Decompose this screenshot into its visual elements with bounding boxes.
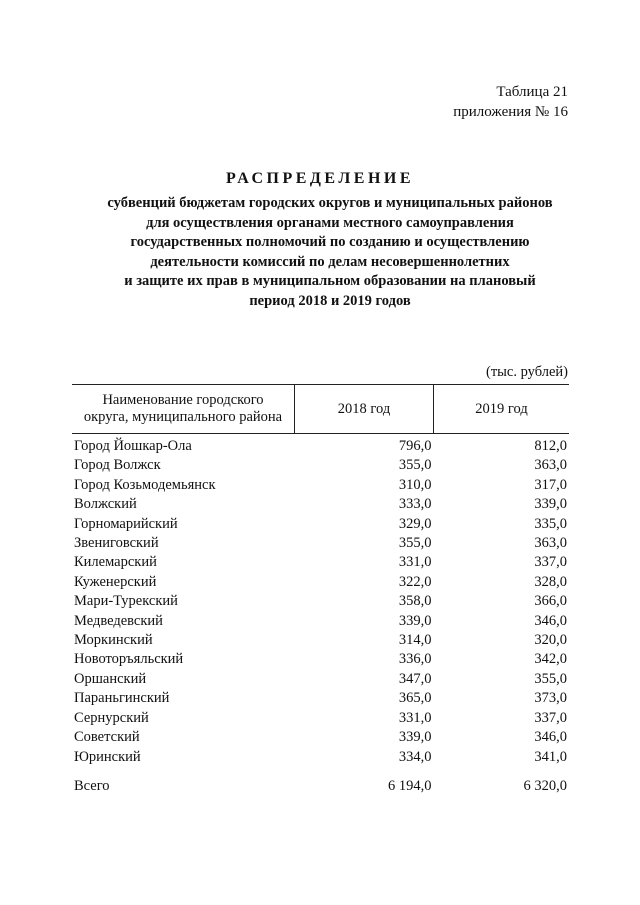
document-title: РАСПРЕДЕЛЕНИЕ [225, 170, 415, 187]
cell-district-name: Сернурский [74, 709, 149, 726]
cell-2018-value: 365,0 [398, 690, 432, 707]
table-header-row [72, 385, 569, 434]
cell-district-name: Советский [74, 729, 140, 746]
cell-2018-value: 796,0 [398, 438, 432, 454]
table-body [72, 434, 569, 797]
cell-2019-value: 355,0 [534, 670, 567, 687]
total-row [72, 767, 569, 796]
table-row [72, 476, 569, 495]
table-reference [453, 82, 568, 122]
table-row [72, 534, 569, 553]
cell-2018-value: 347,0 [398, 670, 432, 687]
subtitle-line: период 2018 и 2019 годов [249, 292, 411, 309]
cell-2019-value: 363,0 [534, 457, 567, 474]
cell-district-name: Медведевский [74, 612, 163, 629]
column-header-name [72, 385, 295, 434]
cell-2018-value: 322,0 [398, 573, 432, 590]
cell-district-name: Город Волжск [74, 457, 161, 474]
total-label: Всего [74, 777, 110, 794]
cell-district-name: Юринский [74, 748, 141, 765]
cell-2018-value: 355,0 [398, 457, 432, 474]
cell-district-name: Город Козьмодемьянск [74, 476, 216, 493]
cell-district-name: Волжский [74, 496, 137, 513]
table-row [72, 709, 569, 728]
cell-2018-value: 339,0 [398, 612, 432, 629]
table-row [72, 612, 569, 631]
cell-2019-value: 328,0 [534, 573, 567, 590]
column-header-2018: 2018 год [295, 385, 434, 434]
table-number: Таблица 21 [496, 84, 568, 100]
table-row [72, 592, 569, 611]
cell-2019-value: 373,0 [534, 690, 567, 707]
document-subtitle [80, 194, 580, 311]
cell-2019-value: 366,0 [534, 593, 567, 610]
table-row [72, 631, 569, 650]
table-row [72, 670, 569, 689]
cell-2019-value: 346,0 [534, 729, 567, 746]
table-row [72, 515, 569, 534]
appendix-number: приложения № 16 [453, 104, 568, 120]
cell-2018-value: 310,0 [398, 476, 432, 493]
cell-2019-value: 335,0 [534, 515, 567, 532]
column-header-name-line2: округа, муниципального района [83, 409, 283, 425]
cell-2018-value: 339,0 [398, 729, 432, 746]
cell-2019-value: 363,0 [534, 535, 567, 552]
column-header-2019: 2019 год [434, 385, 570, 434]
subtitle-line: деятельности комиссий по делам несовершеннолетних [150, 253, 510, 270]
cell-district-name: Город Йошкар-Ола [74, 438, 192, 454]
distribution-table [72, 384, 569, 796]
cell-district-name: Новоторъяльский [74, 651, 184, 668]
column-header-name-line1: Наименование городского [102, 392, 264, 408]
table-row [72, 553, 569, 572]
subtitle-line: субвенций бюджетам городских округов и муниципальных районов [107, 195, 553, 211]
cell-2018-value: 358,0 [398, 593, 432, 610]
cell-2019-value: 317,0 [534, 476, 567, 493]
cell-district-name: Параньгинский [74, 690, 170, 707]
total-2019-value: 6 320,0 [523, 777, 567, 794]
table-row [72, 456, 569, 475]
table-row [72, 748, 569, 767]
table-row [72, 495, 569, 514]
cell-2018-value: 314,0 [398, 632, 432, 649]
cell-2019-value: 341,0 [534, 748, 567, 765]
table-row [72, 728, 569, 747]
cell-2018-value: 333,0 [398, 496, 432, 513]
cell-2019-value: 346,0 [534, 612, 567, 629]
subtitle-line: и защите их прав в муниципальном образовании на плановый [124, 273, 536, 289]
subtitle-line: для осуществления органами местного самоуправления [146, 214, 514, 231]
cell-district-name: Мари-Турекский [74, 593, 178, 610]
units-label: (тыс. рублей) [486, 364, 568, 380]
cell-district-name: Моркинский [74, 632, 153, 649]
cell-district-name: Звениговский [74, 535, 159, 552]
cell-district-name: Оршанский [74, 670, 147, 687]
table-row [72, 650, 569, 669]
cell-2019-value: 320,0 [534, 632, 567, 649]
table-row [72, 434, 569, 457]
cell-2019-value: 337,0 [534, 554, 567, 571]
table-row [72, 573, 569, 592]
cell-2018-value: 334,0 [398, 748, 432, 765]
cell-2019-value: 337,0 [534, 709, 567, 726]
cell-2018-value: 355,0 [398, 535, 432, 552]
cell-2018-value: 329,0 [398, 515, 432, 532]
cell-2019-value: 812,0 [534, 438, 567, 454]
cell-2018-value: 331,0 [398, 554, 432, 571]
cell-district-name: Горномарийский [74, 515, 178, 532]
subtitle-line: государственных полномочий по созданию и осуществлению [130, 234, 530, 250]
cell-2019-value: 342,0 [534, 651, 567, 668]
cell-2018-value: 331,0 [398, 709, 432, 726]
total-2018-value: 6 194,0 [388, 777, 432, 794]
cell-district-name: Килемарский [74, 554, 157, 571]
cell-2019-value: 339,0 [534, 496, 567, 513]
cell-district-name: Куженерский [74, 573, 157, 590]
table-row [72, 689, 569, 708]
cell-2018-value: 336,0 [398, 651, 432, 668]
